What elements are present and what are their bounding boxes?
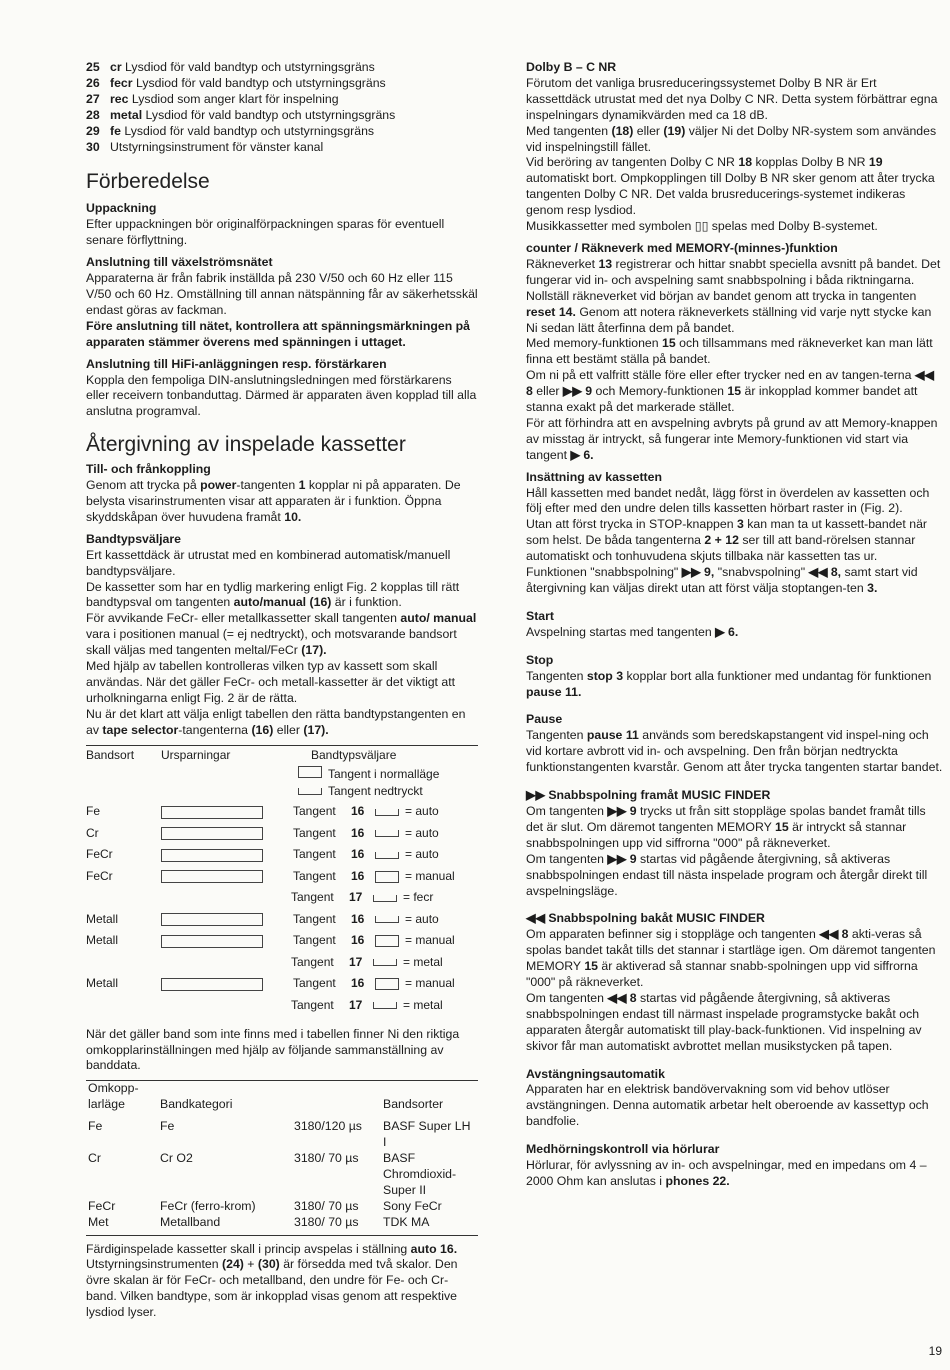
paragraph: Om tangenten ▶▶ 9 trycks ut från sitt stoppläge spolas bandet framåt tills det är slut. Om däremot tangenten MEMORY 15 är intryckt så stannar snabbspolningen upp vid siffrorna "000" på räkneverket. xyxy=(526,803,926,850)
paragraph: För att förhindra att en avspelning avbryts på grund av att Memory-knappen av misstag är intryckt, så fungerar inte Memory-funktionen vid start via tangent ▶ 6. xyxy=(526,415,938,462)
paragraph: Vid beröring av tangenten Dolby C NR 18 kopplas Dolby B NR 19 automatiskt bort. Ompkopplingen till Dolby B NR sker genom att åter trycka tangenten Dolby C NR. Det valda brusreducerings-systemet indikeras genom resp lysdiod. xyxy=(526,155,935,218)
subheading-avstangning: Avstängningsautomatik xyxy=(526,1066,665,1081)
control-list xyxy=(86,60,478,155)
paragraph: De kassetter som har en tydlig markering enligt Fig. 2 kopplas till rätt bandtypsval om tangenten auto/manual (16) är i funktion. xyxy=(86,579,460,610)
paragraph: Om apparaten befinner sig i stoppläge och tangenten ◀◀ 8 akti-veras så spolas bandet takåt tills det stannar i startläge igen. Om däremot tangenten MEMORY 15 är aktiverad så stannar snabb-spolningen upp vid siffrorna "000" på räkneverket. xyxy=(526,927,936,990)
subheading-bandtyp: Bandtypsväljare xyxy=(86,531,182,546)
subheading-till: Till- och frånkoppling xyxy=(86,462,211,477)
subheading-start: Start xyxy=(526,608,555,623)
paragraph: Funktionen "snabbspolning" ▶▶ 9, "snabvspolning" ◀◀ 8, samt start vid återgivning kan väljas direkt utan att först välja stoptangen-ten 3. xyxy=(526,565,918,595)
table-header: Bandsort Ursparningar Bandtypsväljare xyxy=(86,747,397,762)
table-row: Fe Fe 3180/120 µs BASF Super LH I xyxy=(88,1119,471,1150)
table-row: Metall Tangent 16 = manual xyxy=(86,933,455,948)
table-row: Tangent 17 = metal xyxy=(291,997,443,1012)
paragraph: När det gäller band som inte finns med i tabellen finner Ni den riktiga omkopplarinställningen med hjälp av följande sammanställning av banddata. xyxy=(86,1026,460,1073)
paragraph: Apparaterna är från fabrik inställda på 230 V/50 och 60 Hz eller 115 V/50 och 60 Hz. Omställning till annan nätspänning får av säkerhetsskäl endast göras av fackman. xyxy=(86,271,478,317)
paragraph: Med memory-funktionen 15 och tillsammans med räkneverket kan man lätt finna ett bestämt ställa på bandet. xyxy=(526,336,933,367)
paragraph: Om tangenten ▶▶ 9 startas vid pågående återgivning, så aktiveras snabbspolningen endast till nästa inspelade program och återgår direkt till avspelningsläge. xyxy=(526,851,928,898)
table-row: Fe Tangent 16 = auto xyxy=(86,804,439,819)
subheading-rewind: ◀◀ Snabbspolning bakåt MUSIC FINDER xyxy=(526,911,765,926)
section-title-atergivning: Återgivning av inspelade kassetter xyxy=(86,433,406,457)
paragraph: Apparaten har en elektrisk bandövervakning som vid behov utlöser avstängningen. Denna automatik arbetar helt oberoende av kassettyp och bandfolie. xyxy=(526,1082,929,1129)
warning-text: Före anslutning till nätet, kontrollera att spänningsmärkningen på apparaten stämmer överens med spänningen i uttaget. xyxy=(86,318,470,349)
table-row: FeCr Tangent 16 = manual xyxy=(86,868,455,883)
subheading-pause: Pause xyxy=(526,712,563,727)
paragraph: Håll kassetten med bandet nedåt, lägg först in överdelen av kassetten och följ efter med den undre delen tills kassetten hörbart raster in (Fig. 2). xyxy=(526,485,930,516)
subheading-uppackning: Uppackning xyxy=(86,201,157,216)
table-row: Tangent 17 = metal xyxy=(291,954,443,969)
table-row: Cr Cr O2 3180/ 70 µs BASF Chromdioxid-Super II xyxy=(88,1150,457,1197)
paragraph: Tangenten pause 11 används som beredskapstangent vid inspel-ning och vid kortare avbrott vid in- och avspelning. Den från början nedtryckta funktionstangenten kvarstår. Genom att åter trycka tangenten startar bandet. xyxy=(526,728,943,775)
section-title-forberedelse: Förberedelse xyxy=(86,170,210,194)
list-item: 26 fecr Lysdiod för vald bandtyp och utstyrningsgräns xyxy=(86,75,386,90)
paragraph: Nollställ räkneverket vid början av bandet genom att trycka in tangenten reset 14. Genom att notera räkneverkets ställning vid varje nytt stycke kan Ni sedan lätt återfinna dem på bandet. xyxy=(526,288,932,335)
list-item: 29 fe Lysdiod för vald bandtyp och utstyrningsgräns xyxy=(86,123,375,138)
subheading-anslutning: Anslutning till växelströmsnätet xyxy=(86,255,273,270)
table-row: Metall Tangent 16 = auto xyxy=(86,911,439,926)
list-item: 28 metal Lysdiod för vald bandtyp och utstyrningsgräns xyxy=(86,107,396,122)
subheading-dolby: Dolby B – C NR xyxy=(526,60,617,74)
paragraph: Färdiginspelade kassetter skall i princip avspelas i ställning auto 16. Utstyrningsinstrumenten (24) + (30) är försedda med två skalor. Den övre skalan är för FeCr- och metallband, den undre för Fe- och Cr-band. Vilken bandtype, som är inkopplad visas genom att respektive lysdiod lyser. xyxy=(86,1241,458,1320)
paragraph: Med tangenten (18) eller (19) väljer Ni det Dolby NR-system som användes vid inspelningstill fället. xyxy=(526,123,937,154)
paragraph: Genom att trycka på power-tangenten 1 kopplar ni på apparaten. De belysta visarinstrumenten visar att apparaten är i funktion. Öppna skyddskåpan över huvudena framåt 10. xyxy=(86,478,461,524)
left-column xyxy=(86,60,478,1321)
paragraph: Nu är det klart att välja enligt tabellen den rätta bandtypstangenten en av tape selector-tangenterna (16) eller (17). xyxy=(86,706,466,737)
subheading-fast-forward: ▶▶ Snabbspolning framåt MUSIC FINDER xyxy=(526,788,771,803)
paragraph: Efter uppackningen bör originalförpackningen sparas för eventuell senare förflyttning. xyxy=(86,217,445,248)
paragraph: Ert kassettdäck är utrustat med en kombinerad automatisk/manuell bandtypsväljare. xyxy=(86,547,451,578)
paragraph: Hörlurar, för avlyssning av in- och avspelningar, med en impedans om 4 – 2000 Ohm kan anslutas i phones 22. xyxy=(526,1158,927,1188)
right-column xyxy=(526,60,944,1190)
table-row: Metall Tangent 16 = manual xyxy=(86,976,455,991)
banddata-table xyxy=(86,1080,478,1235)
paragraph: Räkneverket 13 registrerar och hittar snabbt speciella avsnitt på bandet. Det fungerar vid in- och avspelning samt snabbspolning i båda riktningarna. xyxy=(526,256,941,287)
subheading-counter: counter / Räkneverk med MEMORY-(minnes-)funktion xyxy=(526,240,838,255)
page-number: 19 xyxy=(928,1344,942,1358)
paragraph: Om tangenten ◀◀ 8 startas vid pågående återgivning, så aktiveras snabbspolningen endast till närmast inspelade programstycke bakåt och apparaten återgår automatiskt till play-back-funktionen. Vid inspelning av skivor får man automatiskt avbrottet mellan musikstycken på tapen. xyxy=(526,990,922,1053)
subheading-medhorning: Medhörningskontroll via hörlurar xyxy=(526,1142,720,1157)
subheading-insattning: Insättning av kassetten xyxy=(526,469,662,484)
paragraph: Om ni på ett valfritt ställe före eller efter trycker ned en av tangen-terna ◀◀ 8 eller ▶▶ 9 och Memory-funktionen 15 är inkopplad kommer bandet att stanna exakt på det markerade stället. xyxy=(526,368,934,415)
paragraph: Utan att först trycka in STOP-knappen 3 kan man ta ut kassett-bandet när som helst. De båda tangenterna 2 + 12 ser till att band-rörelsen stannar automatiskt och tonhuvudena skjuts tillbaka när kassetten tas ur. xyxy=(526,517,928,564)
paragraph: Förutom det vanliga brusreduceringssystemet Dolby B NR är Ert kassettdäck utrustat med det nya Dolby C NR. Detta system förbättrar egna inspelningars dynamikvärden med ca 18 dB. xyxy=(526,75,938,122)
list-item: 25 cr Lysdiod för vald bandtyp och utstyrningsgräns xyxy=(86,60,375,74)
table-row: FeCr FeCr (ferro-krom) 3180/ 70 µs Sony FeCr xyxy=(88,1198,442,1213)
bandtype-table xyxy=(86,745,478,1017)
list-item: 27 rec Lysdiod som anger klart för inspelning xyxy=(86,91,339,106)
table-row: Met Metallband 3180/ 70 µs TDK MA xyxy=(88,1214,430,1229)
subheading-hifi: Anslutning till HiFi-anläggningen resp. förstärkaren xyxy=(86,356,387,371)
table-row: Tangent 17 = fecr xyxy=(291,890,434,905)
legend-pressed: Tangent nedtryckt xyxy=(86,784,478,802)
table-header: Omkopp-larläge Bandkategori Bandsorter xyxy=(88,1081,444,1112)
paragraph: Avspelning startas med tangenten ▶ 6. xyxy=(526,624,739,639)
subheading-stop: Stop xyxy=(526,652,554,667)
legend-normal: Tangent i normalläge xyxy=(86,766,478,784)
list-item: 30 Utstyrningsinstrument för vänster kanal xyxy=(86,139,324,154)
table-row: Cr Tangent 16 = auto xyxy=(86,825,439,840)
paragraph: Tangenten stop 3 kopplar bort alla funktioner med undantag för funktionen pause 11. xyxy=(526,668,932,699)
paragraph: Koppla den fempoliga DIN-anslutningsledningen med förstärkarens eller receivern tonbanduttag. Därmed är apparaten även kopplad till alla anslutna programval. xyxy=(86,372,477,419)
table-row: FeCr Tangent 16 = auto xyxy=(86,847,439,862)
paragraph: För avvikande FeCr- eller metallkassetter skall tangenten auto/ manual vara i positionen manual (= ej nedtryckt), och motsvarande bandsort skall väljas med tangenten meltal/FeCr (17). xyxy=(86,611,477,658)
paragraph: Musikkassetter med symbolen ▯▯ spelas med Dolby B-systemet. xyxy=(526,219,878,234)
paragraph: Med hjälp av tabellen kontrolleras vilken typ av kassett som skall användas. När det gäller FeCr- och metall-kassetter är det viktigt att urholkningarna enligt Fig. 2 är de rätta. xyxy=(86,659,456,705)
